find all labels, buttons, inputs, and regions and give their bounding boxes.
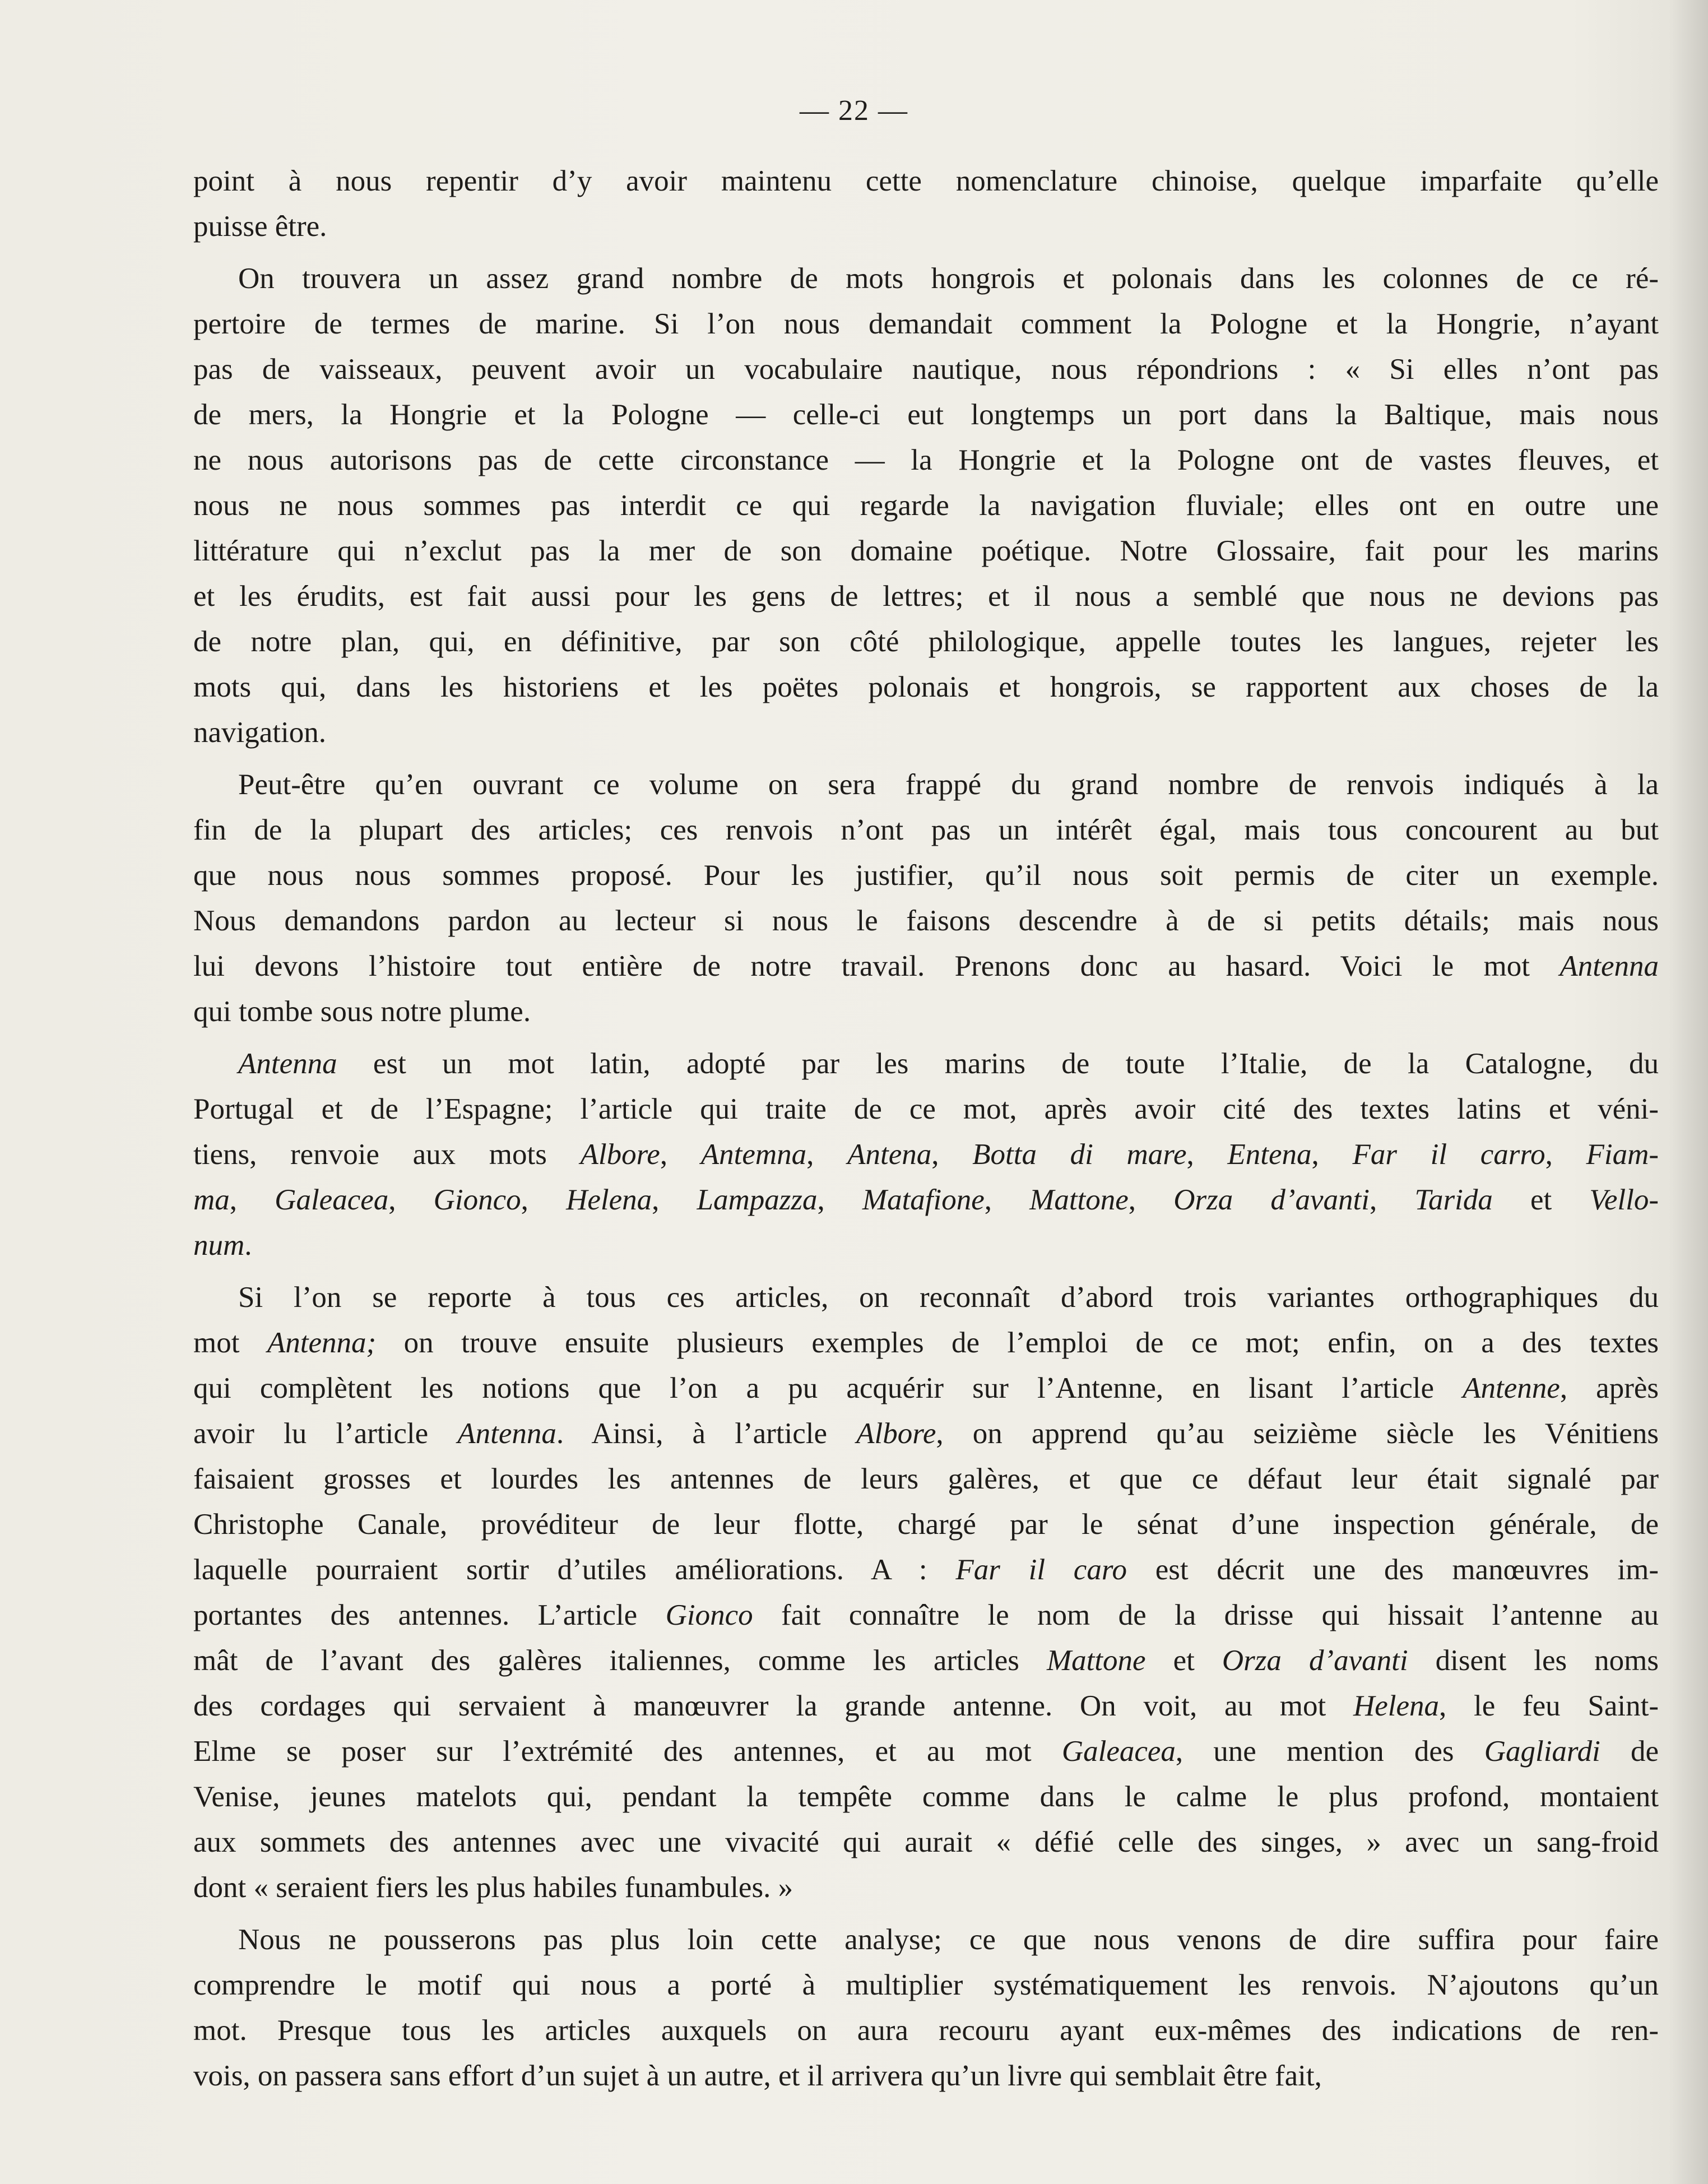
paragraph [193, 159, 1659, 249]
italic-term: Gionco [433, 1184, 521, 1216]
italic-term: Antenna [457, 1417, 556, 1450]
text-line [193, 1774, 1659, 1820]
text-line [193, 853, 1659, 898]
text-segment: , [1545, 1138, 1586, 1171]
text-segment: nous ne nous sommes pas interdit ce qui regarde la navigation fluviale; elles ont en outre une [193, 489, 1659, 522]
text-segment: , [806, 1138, 848, 1171]
text-line [193, 808, 1659, 853]
text-segment: fait connaître le nom de la drisse qui hissait l’antenne au [753, 1599, 1659, 1631]
text-segment: qui tombe sous notre plume. [193, 995, 531, 1028]
text-segment: portantes des antennes. L’article [193, 1599, 666, 1631]
paragraph [193, 1275, 1659, 1911]
italic-term: Helena [1353, 1690, 1439, 1722]
text-segment: Nous demandons pardon au lecteur si nous le faisons descendre à de si petits détails; mais nous [193, 905, 1659, 937]
text-segment: mot [193, 1327, 267, 1359]
text-line [193, 1320, 1659, 1366]
text-line [193, 1684, 1659, 1729]
text-segment: que nous nous sommes proposé. Pour les justifier, qu’il nous soit permis de citer un exemple. [193, 859, 1659, 892]
text-segment: et [1492, 1184, 1590, 1216]
paragraph [193, 1917, 1659, 2099]
text-segment: laquelle pourraient sortir d’utiles améliorations. A : [193, 1554, 956, 1586]
text-line [193, 1638, 1659, 1684]
text-segment: , [388, 1184, 434, 1216]
text-line [193, 2008, 1659, 2053]
text-segment: est décrit une des manœuvres im- [1126, 1554, 1659, 1586]
text-line [193, 574, 1659, 619]
text-line [193, 1593, 1659, 1638]
text-segment: Elme se poser sur l’extrémité des antennes, et au mot [193, 1735, 1062, 1768]
italic-term: Antemna [700, 1138, 807, 1171]
paragraph [193, 762, 1659, 1035]
text-line [193, 944, 1659, 989]
page-number: — 22 — [800, 95, 908, 127]
text-line [193, 898, 1659, 944]
text-line [193, 665, 1659, 710]
text-line [193, 1087, 1659, 1132]
text-segment: qui complètent les notions que l’on a pu acquérir sur l’Antenne, en lisant l’article [193, 1372, 1463, 1404]
text-segment: de mers, la Hongrie et la Pologne — celle-ci eut longtemps un port dans la Baltique, mais nous [193, 398, 1659, 431]
text-segment: point à nous repentir d’y avoir maintenu cette nomenclature chinoise, quelque imparfaite qu’elle [193, 165, 1659, 197]
italic-term: Albore [856, 1417, 936, 1450]
text-segment: de [1600, 1735, 1659, 1768]
text-line [193, 1547, 1659, 1593]
text-line [193, 1411, 1659, 1457]
text-line [193, 1865, 1659, 1911]
text-segment: Christophe Canale, provéditeur de leur flotte, chargé par le sénat d’une inspection générale, de [193, 1508, 1659, 1541]
italic-term: Gionco [665, 1599, 753, 1631]
text-segment: , [1369, 1184, 1415, 1216]
text-segment: pas de vaisseaux, peuvent avoir un vocabulaire nautique, nous répondrions : « Si elles n’ont pas [193, 353, 1659, 386]
text-segment: Peut-être qu’en ouvrant ce volume on sera frappé du grand nombre de renvois indiqués à la [238, 768, 1659, 801]
text-line [193, 762, 1659, 808]
text-segment: , [1128, 1184, 1174, 1216]
text-line [193, 1917, 1659, 1963]
italic-term: ma [193, 1184, 230, 1216]
text-segment: navigation. [193, 716, 326, 749]
italic-term: Botta di mare [972, 1138, 1187, 1171]
text-segment: dont « seraient fiers les plus habiles funambules. » [193, 1871, 793, 1904]
text-segment: Portugal et de l’Espagne; l’article qui traite de ce mot, après avoir cité des textes latins et véni- [193, 1093, 1659, 1125]
text-segment: ne nous autorisons pas de cette circonstance — la Hongrie et la Pologne ont de vastes fleuves, et [193, 444, 1659, 476]
text-segment: fin de la plupart des articles; ces renvois n’ont pas un intérêt égal, mais tous concourent au but [193, 814, 1659, 846]
text-segment: , [652, 1184, 697, 1216]
text-segment: comprendre le motif qui nous a porté à multiplier systématiquement les renvois. N’ajoutons qu’un [193, 1969, 1659, 2001]
italic-term: Tarida [1414, 1184, 1493, 1216]
italic-term: Antena [847, 1138, 932, 1171]
text-segment: de notre plan, qui, en définitive, par son côté philologique, appelle toutes les langues, rejeter les [193, 625, 1659, 658]
italic-term: Gagliardi [1484, 1735, 1600, 1768]
italic-term: Antenna [1560, 950, 1659, 982]
text-segment: lui devons l’histoire tout entière de notre travail. Prenons donc au hasard. Voici le mot [193, 950, 1560, 982]
text-segment: , on apprend qu’au seizième siècle les Vénitiens [936, 1417, 1659, 1450]
italic-term: Entena [1227, 1138, 1312, 1171]
text-segment: disent les noms [1408, 1644, 1659, 1677]
italic-term: Antenne [1463, 1372, 1560, 1404]
italic-term: num [193, 1229, 245, 1262]
text-line [193, 1963, 1659, 2008]
italic-term: Far il carro [1352, 1138, 1545, 1171]
text-segment: , [984, 1184, 1030, 1216]
text-segment: . [244, 1229, 252, 1262]
text-segment: pertoire de termes de marine. Si l’on nous demandait comment la Pologne et la Hongrie, n’ayant [193, 308, 1659, 340]
text-segment: est un mot latin, adopté par les marins de toute l’Italie, de la Catalogne, du [337, 1047, 1659, 1080]
italic-term: Helena [566, 1184, 652, 1216]
text-segment: Si l’on se reporte à tous ces articles, on reconnaît d’abord trois variantes orthographiques du [238, 1281, 1659, 1314]
italic-term: Albore [580, 1138, 660, 1171]
text-line [193, 989, 1659, 1035]
text-line [193, 1275, 1659, 1320]
text-line [193, 1223, 1659, 1268]
text-line [193, 2053, 1659, 2099]
text-line [193, 1729, 1659, 1774]
text-line [193, 1366, 1659, 1411]
text-segment: On trouvera un assez grand nombre de mots hongrois et polonais dans les colonnes de ce ré- [238, 262, 1659, 295]
text-segment: tiens, renvoie aux mots [193, 1138, 581, 1171]
text-segment: , [1311, 1138, 1353, 1171]
text-segment: mât de l’avant des galères italiennes, comme les articles [193, 1644, 1047, 1677]
text-segment: vois, on passera sans effort d’un sujet à un autre, et il arrivera qu’un livre qui semblait être fait, [193, 2060, 1322, 2092]
text-segment: Nous ne pousserons pas plus loin cette analyse; ce que nous venons de dire suffira pour faire [238, 1923, 1659, 1956]
italic-term: Antenna [238, 1047, 337, 1080]
italic-term: Mattone [1046, 1644, 1146, 1677]
text-segment: , [229, 1184, 275, 1216]
text-segment: aux sommets des antennes avec une vivacité qui aurait « défié celle des singes, » avec un sang-froid [193, 1826, 1659, 1858]
text-segment: puisse être. [193, 210, 327, 243]
text-segment: , [931, 1138, 973, 1171]
text-segment: , [521, 1184, 567, 1216]
italic-term: Lampazza [697, 1184, 818, 1216]
text-line [193, 302, 1659, 347]
text-line [193, 392, 1659, 438]
text-line [193, 528, 1659, 574]
text-line [193, 1041, 1659, 1087]
text-segment: , [1186, 1138, 1228, 1171]
text-segment: avoir lu l’article [193, 1417, 458, 1450]
text-segment: , une mention des [1175, 1735, 1484, 1768]
italic-term: Antenna; [267, 1327, 377, 1359]
text-line [193, 1502, 1659, 1547]
text-segment: . Ainsi, à l’article [556, 1417, 857, 1450]
text-segment: et les érudits, est fait aussi pour les gens de lettres; et il nous a semblé que nous ne devions pas [193, 580, 1659, 613]
italic-term: Mattone [1029, 1184, 1129, 1216]
paragraph [193, 1041, 1659, 1268]
text-line [193, 256, 1659, 302]
text-line [193, 347, 1659, 392]
text-line [193, 619, 1659, 665]
text-segment: Venise, jeunes matelots qui, pendant la tempête comme dans le calme le plus profond, montaient [193, 1780, 1659, 1813]
text-segment: mot. Presque tous les articles auxquels on aura recouru ayant eux-mêmes des indications de ren- [193, 2014, 1659, 2047]
text-segment: et [1145, 1644, 1222, 1677]
text-line [193, 159, 1659, 204]
paragraph [193, 256, 1659, 755]
italic-term: Vello- [1589, 1184, 1659, 1216]
text-line [193, 204, 1659, 249]
page-gutter-shadow [1669, 0, 1708, 2184]
italic-term: Matafione [862, 1184, 985, 1216]
text-segment: , après [1560, 1372, 1659, 1404]
italic-term: Galeacea [275, 1184, 389, 1216]
text-segment: des cordages qui servaient à manœuvrer la grande antenne. On voit, au mot [193, 1690, 1353, 1722]
text-segment: on trouve ensuite plusieurs exemples de l’emploi de ce mot; enfin, on a des textes [376, 1327, 1659, 1359]
text-line [193, 1457, 1659, 1502]
text-segment: littérature qui n’exclut pas la mer de son domaine poétique. Notre Glossaire, fait pour les marins [193, 535, 1659, 567]
text-segment: , le feu Saint- [1439, 1690, 1659, 1722]
text-line [193, 483, 1659, 528]
italic-term: Galeacea [1061, 1735, 1176, 1768]
text-segment: , [817, 1184, 862, 1216]
italic-term: Orza d’avanti [1222, 1644, 1408, 1677]
text-line [193, 710, 1659, 755]
italic-term: Orza d’avanti [1173, 1184, 1370, 1216]
italic-term: Fiam- [1586, 1138, 1659, 1171]
text-segment: faisaient grosses et lourdes les antennes de leurs galères, et que ce défaut leur était signalé par [193, 1463, 1659, 1495]
text-line [193, 1132, 1659, 1177]
body-text [193, 159, 1659, 2099]
text-segment: , [660, 1138, 701, 1171]
text-line [193, 1820, 1659, 1865]
text-line [193, 1177, 1659, 1223]
text-line [193, 438, 1659, 483]
text-segment: mots qui, dans les historiens et les poëtes polonais et hongrois, se rapportent aux choses de la [193, 671, 1659, 703]
italic-term: Far il caro [955, 1554, 1127, 1586]
